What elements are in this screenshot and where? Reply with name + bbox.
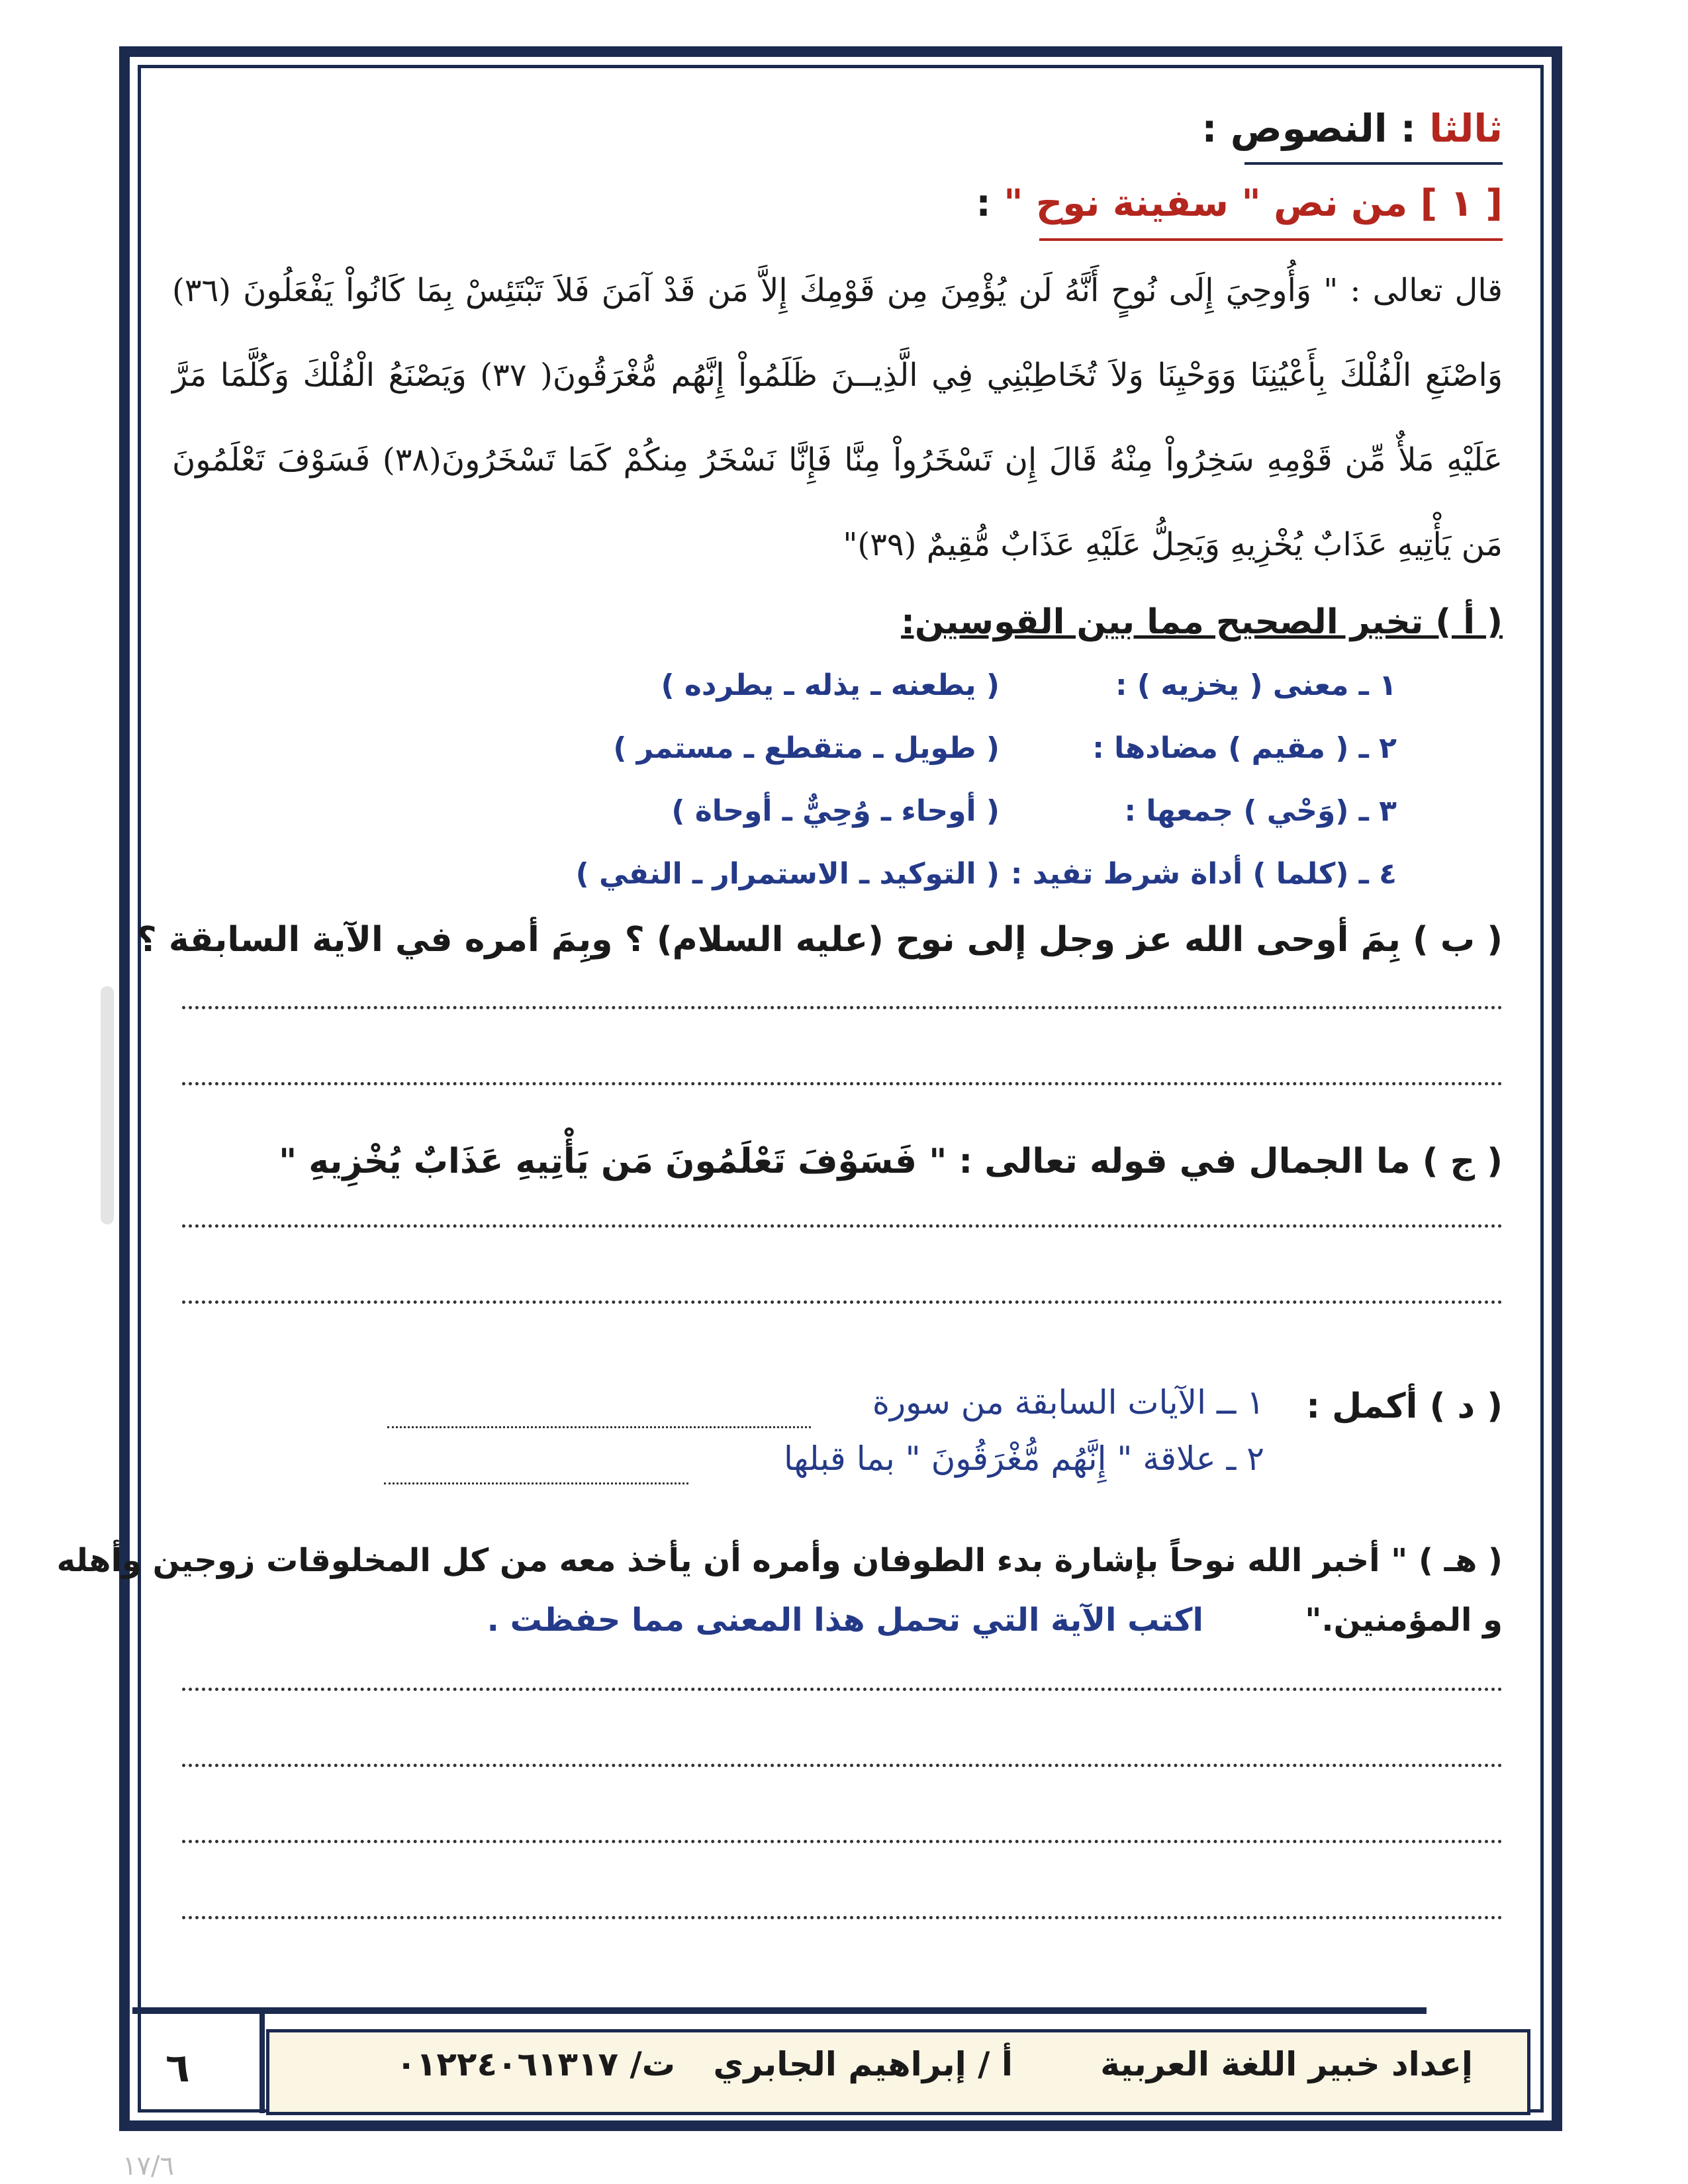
question-a-item-4-prompt: ٤ ـ (كلما ) أداة شرط تفيد : xyxy=(1010,857,1397,891)
question-a-item-2-prompt: ٢ ـ ( مقيم ) مضادها : xyxy=(1092,731,1397,765)
page-counter: ١٧/٦ xyxy=(122,2151,174,2181)
question-e-line-2: و المؤمنين." اكتب الآية التي تحمل هذا المعنى مما حفظت . xyxy=(487,1602,1503,1639)
footer-teacher-name: أ / إبراهيم الجابري xyxy=(713,2045,1013,2083)
fill-in-blank[interactable] xyxy=(387,1426,811,1428)
answer-line[interactable] xyxy=(182,1916,1503,1919)
footer-page-number-divider xyxy=(259,2007,265,2113)
question-a-item-3-choices: ( أوحاء ـ وُحِيٌّ ـ أوحاة ) xyxy=(671,794,1000,828)
question-d-item-2: ٢ ـ علاقة " إِنَّهُم مُّغْرَقُونَ " بما قبلها xyxy=(783,1439,1264,1478)
verse-text: وَأُوحِيَ إِلَى نُوحٍ أَنَّهُ لَن يُؤْمِنَ مِن قَوْمِكَ إِلاَّ مَن قَدْ آمَنَ فَلاَ تَبْتَئِسْ بِمَا كَانُواْ يَفْعَلُونَ (٣٦) وَاصْنَعِ الْفُلْكَ بِأَعْيُنِنَا وَوَحْيِنَا وَلاَ تُخَاطِبْنِي فِي الَّذِيــنَ ظَلَمُواْ إِنَّهُم مُّغْرَقُونَ( ٣٧) وَيَصْنَعُ الْفُلْكَ وَكُلَّمَا مَرَّ عَلَيْهِ مَلأٌ مِّن قَوْمِهِ سَخِرُواْ مِنْهُ قَالَ إِن تَسْخَرُواْ مِنَّا فَإِنَّا نَسْخَرُ مِنكُمْ كَمَا تَسْخَرُونَ(٣٨) فَسَوْفَ تَعْلَمُونَ مَن يَأْتِيهِ عَذَابٌ يُخْزِيهِ وَيَحِلُّ عَلَيْهِ عَذَابٌ مُّقِيمٌ (٣٩)" xyxy=(172,272,1503,563)
answer-line[interactable] xyxy=(182,1840,1503,1843)
question-a-label: ( أ ) تخير الصحيح مما بين القوسين: xyxy=(901,602,1503,642)
question-b-label: ( ب ) بِمَ أوحى الله عز وجل إلى نوح (عليه السلام) ؟ وبِمَ أمره في الآية السابقة ؟ xyxy=(136,920,1503,960)
answer-line[interactable] xyxy=(182,1688,1503,1691)
answer-line[interactable] xyxy=(182,1764,1503,1767)
subsection-title-underline xyxy=(1039,238,1503,241)
quran-verse-passage xyxy=(172,248,1503,587)
question-a-item-2-choices: ( طويل ـ متقطع ـ مستمر ) xyxy=(613,731,1000,765)
verse-intro: قال تعالى : " xyxy=(1323,272,1503,309)
section-title-underline xyxy=(1244,162,1503,165)
question-a-item-4-choices: ( التوكيد ـ الاستمرار ـ النفي ) xyxy=(575,857,1000,891)
answer-line[interactable] xyxy=(182,1006,1503,1009)
answer-line[interactable] xyxy=(182,1224,1503,1228)
answer-line[interactable] xyxy=(182,1300,1503,1304)
question-a-item-1-prompt: ١ ـ معنى ( يخزيه ) : xyxy=(1115,668,1397,702)
subsection-title: [ ١ ] من نص " سفينة نوح " : xyxy=(976,182,1503,225)
answer-line[interactable] xyxy=(182,1082,1503,1085)
question-d-label: ( د ) أكمل : xyxy=(1306,1387,1503,1426)
fill-in-blank[interactable] xyxy=(384,1482,688,1484)
question-e-line-1: ( هـ ) " أخبر الله نوحاً بإشارة بدء الطوفان وأمره أن يأخذ معه من كل المخلوقات زوجين وأهله xyxy=(56,1542,1503,1579)
footer-phone: ت/ ٠١٢٢٤٠٦١٣١٧ xyxy=(396,2045,675,2083)
scrollbar-strip[interactable] xyxy=(101,986,114,1224)
footer-divider xyxy=(132,2007,1427,2014)
question-a-item-1-choices: ( يطعنه ـ يذله ـ يطرده ) xyxy=(661,668,1000,702)
section-title: ثالثا : النصوص : xyxy=(1201,106,1503,151)
page-number: ٦ xyxy=(165,2045,190,2091)
worksheet-content xyxy=(56,99,1503,1985)
question-a-item-3-prompt: ٣ ـ (وَحْي ) جمعها : xyxy=(1124,794,1397,828)
question-c-label: ( ج ) ما الجمال في قوله تعالى : " فَسَوْفَ تَعْلَمُونَ مَن يَأْتِيهِ عَذَابٌ يُخْزِيهِ " xyxy=(279,1142,1503,1181)
question-d-item-1: ١ ــ الآيات السابقة من سورة xyxy=(872,1383,1264,1422)
footer-prepared-by: إعداد خبير اللغة العربية xyxy=(1100,2045,1473,2083)
